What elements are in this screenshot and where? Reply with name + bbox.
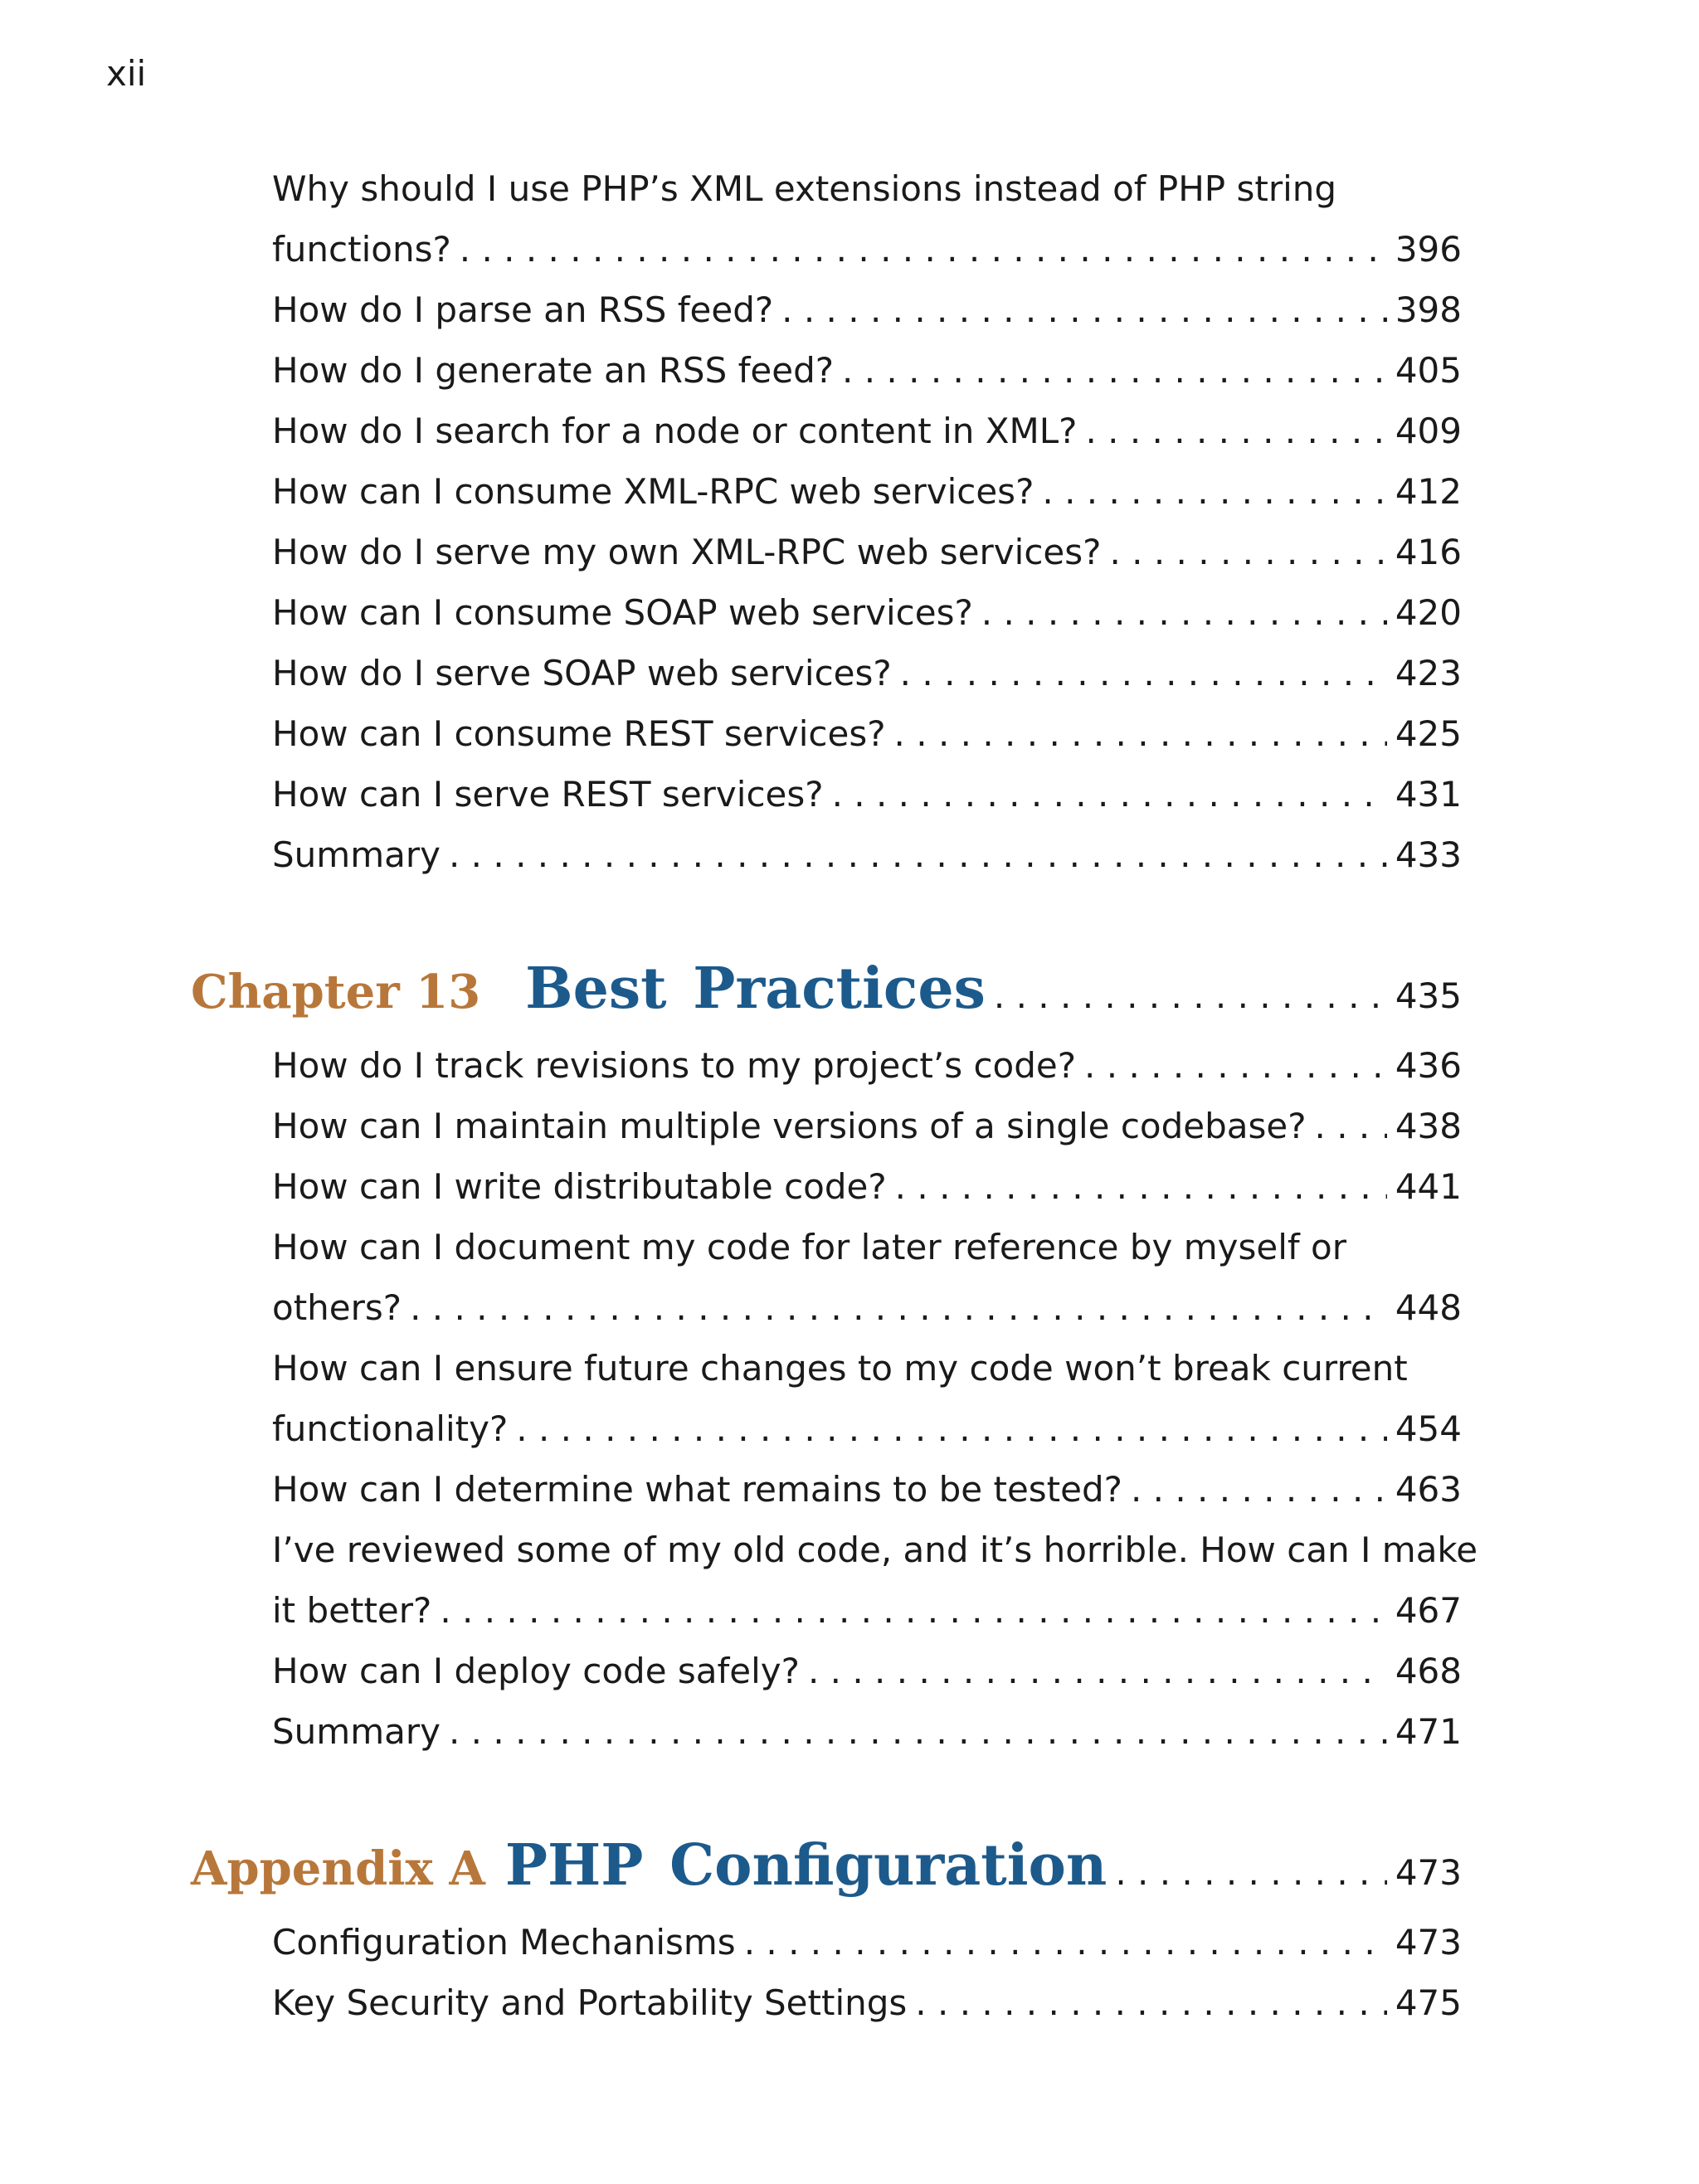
toc-entry-page: 423 xyxy=(1395,653,1462,693)
toc-entry-page: 398 xyxy=(1395,289,1462,330)
chapter-label: Chapter 13 xyxy=(191,965,481,1019)
dot-leader xyxy=(460,219,1387,280)
dot-leader xyxy=(1084,1035,1387,1096)
toc-entry-title: Configuration Mechanisms xyxy=(272,1922,736,1963)
toc-entry-page: 468 xyxy=(1395,1651,1462,1691)
toc-entry-page: 454 xyxy=(1395,1408,1462,1449)
chapter-title: Best Practices xyxy=(525,956,986,1022)
toc-entry-title: How can I serve REST services? xyxy=(272,774,824,815)
toc-entry[interactable] xyxy=(272,764,1462,824)
toc-entry-page: 448 xyxy=(1395,1287,1462,1328)
toc-entry[interactable] xyxy=(272,1459,1462,1520)
toc-entry-page: 438 xyxy=(1395,1106,1462,1146)
toc-entry-page: 405 xyxy=(1395,350,1462,391)
toc-entry-title-line1: I’ve reviewed some of my old code, and it’s horrible. How can I make xyxy=(272,1530,1478,1570)
toc-entry-page: 441 xyxy=(1395,1166,1462,1207)
toc-entry-title: How do I track revisions to my project’s code? xyxy=(272,1045,1077,1086)
toc-entry-page: 396 xyxy=(1395,229,1462,270)
toc-entry[interactable] xyxy=(272,522,1462,582)
toc-entry-title: others? xyxy=(272,1287,402,1328)
dot-leader xyxy=(1042,461,1386,522)
toc-entry-title: functionality? xyxy=(272,1408,509,1449)
toc-entry[interactable] xyxy=(272,582,1462,643)
toc-entry-title: Key Security and Portability Settings xyxy=(272,1982,908,2023)
dot-leader xyxy=(744,1912,1387,1972)
toc-entry-page: 409 xyxy=(1395,411,1462,451)
toc-entry-page: 425 xyxy=(1395,713,1462,754)
toc-entry-page: 433 xyxy=(1395,834,1462,875)
toc-entry[interactable] xyxy=(272,1972,1462,2033)
toc-entry[interactable] xyxy=(272,1096,1462,1156)
toc-entry-title: How can I consume REST services? xyxy=(272,713,886,754)
toc-entry-page: 467 xyxy=(1395,1590,1462,1631)
dot-leader xyxy=(832,764,1387,824)
toc-entry-page: 471 xyxy=(1395,1711,1462,1752)
dot-leader xyxy=(894,703,1387,764)
dot-leader xyxy=(915,1972,1387,2033)
toc-entry-title: How do I serve SOAP web services? xyxy=(272,653,892,693)
toc-entry-page: 463 xyxy=(1395,1469,1462,1510)
dot-leader xyxy=(516,1398,1387,1459)
toc-entry[interactable] xyxy=(272,703,1462,764)
dot-leader xyxy=(440,1580,1387,1641)
toc-entry-page: 436 xyxy=(1395,1045,1462,1086)
dot-leader xyxy=(449,824,1387,885)
toc-entry[interactable] xyxy=(272,1217,1462,1338)
toc-entry-page: 431 xyxy=(1395,774,1462,815)
toc-entry[interactable] xyxy=(272,340,1462,401)
dot-leader xyxy=(1115,1852,1387,1893)
dot-leader xyxy=(895,1156,1387,1217)
appendix-page: 473 xyxy=(1395,1852,1462,1893)
toc-entry-title: How do I search for a node or content in XML? xyxy=(272,411,1078,451)
toc-entry-title-line1: Why should I use PHP’s XML extensions instead of PHP string xyxy=(272,168,1337,209)
dot-leader xyxy=(842,340,1387,401)
toc-entry[interactable] xyxy=(272,280,1462,340)
toc-entry-title: How can I maintain multiple versions of a single codebase? xyxy=(272,1106,1307,1146)
toc-entry[interactable] xyxy=(272,824,1462,885)
dot-leader xyxy=(410,1277,1387,1338)
toc-entry[interactable] xyxy=(272,1338,1462,1459)
toc-entry-title: How do I parse an RSS feed? xyxy=(272,289,774,330)
toc-entry[interactable] xyxy=(272,461,1462,522)
toc-entry-title: Summary xyxy=(272,834,441,875)
appendix-heading[interactable] xyxy=(191,1832,1462,1907)
toc-entry-title: Summary xyxy=(272,1711,441,1752)
appendix-title: PHP Configuration xyxy=(504,1832,1108,1899)
chapter-page: 435 xyxy=(1395,975,1462,1016)
dot-leader xyxy=(1085,401,1386,461)
toc-entry-title: How do I generate an RSS feed? xyxy=(272,350,835,391)
toc-entry-title: How can I deploy code safely? xyxy=(272,1651,800,1691)
toc-entry[interactable] xyxy=(272,401,1462,461)
toc-entry-page: 412 xyxy=(1395,471,1462,512)
appendix-label: Appendix A xyxy=(191,1841,485,1896)
toc-entry-title-line1: How can I document my code for later reference by myself or xyxy=(272,1227,1346,1267)
toc-entry-title: How can I consume XML-RPC web services? xyxy=(272,471,1034,512)
toc-entry-title: it better? xyxy=(272,1590,432,1631)
toc-entry-title: How can I write distributable code? xyxy=(272,1166,887,1207)
toc-entry-page: 475 xyxy=(1395,1982,1462,2023)
toc-entry[interactable] xyxy=(272,1701,1462,1762)
toc-entry-title: How can I determine what remains to be tested? xyxy=(272,1469,1122,1510)
toc-entry-page: 473 xyxy=(1395,1922,1462,1963)
toc-entry-title-line1: How can I ensure future changes to my code won’t break current xyxy=(272,1348,1408,1389)
dot-leader xyxy=(981,582,1387,643)
toc-entry[interactable] xyxy=(272,1641,1462,1701)
toc-entry[interactable] xyxy=(272,1912,1462,1972)
toc-entry-title: How can I consume SOAP web services? xyxy=(272,592,973,633)
dot-leader xyxy=(1109,522,1386,582)
dot-leader xyxy=(449,1701,1387,1762)
dot-leader xyxy=(1131,1459,1387,1520)
dot-leader xyxy=(781,280,1387,340)
toc-entry[interactable] xyxy=(272,1035,1462,1096)
toc-entry-title: How do I serve my own XML-RPC web services? xyxy=(272,532,1102,572)
dot-leader xyxy=(808,1641,1387,1701)
page-number: xii xyxy=(106,53,147,94)
toc-entry-page: 420 xyxy=(1395,592,1462,633)
toc-entry[interactable] xyxy=(272,1156,1462,1217)
chapter-heading[interactable] xyxy=(191,956,1462,1030)
toc-entry[interactable] xyxy=(272,158,1462,280)
toc-entry[interactable] xyxy=(272,1520,1478,1641)
toc-entry-title: functions? xyxy=(272,229,451,270)
toc-entry-page: 416 xyxy=(1395,532,1462,572)
dot-leader xyxy=(1315,1096,1387,1156)
dot-leader xyxy=(994,975,1387,1016)
toc-entry[interactable] xyxy=(272,643,1462,703)
dot-leader xyxy=(900,643,1387,703)
